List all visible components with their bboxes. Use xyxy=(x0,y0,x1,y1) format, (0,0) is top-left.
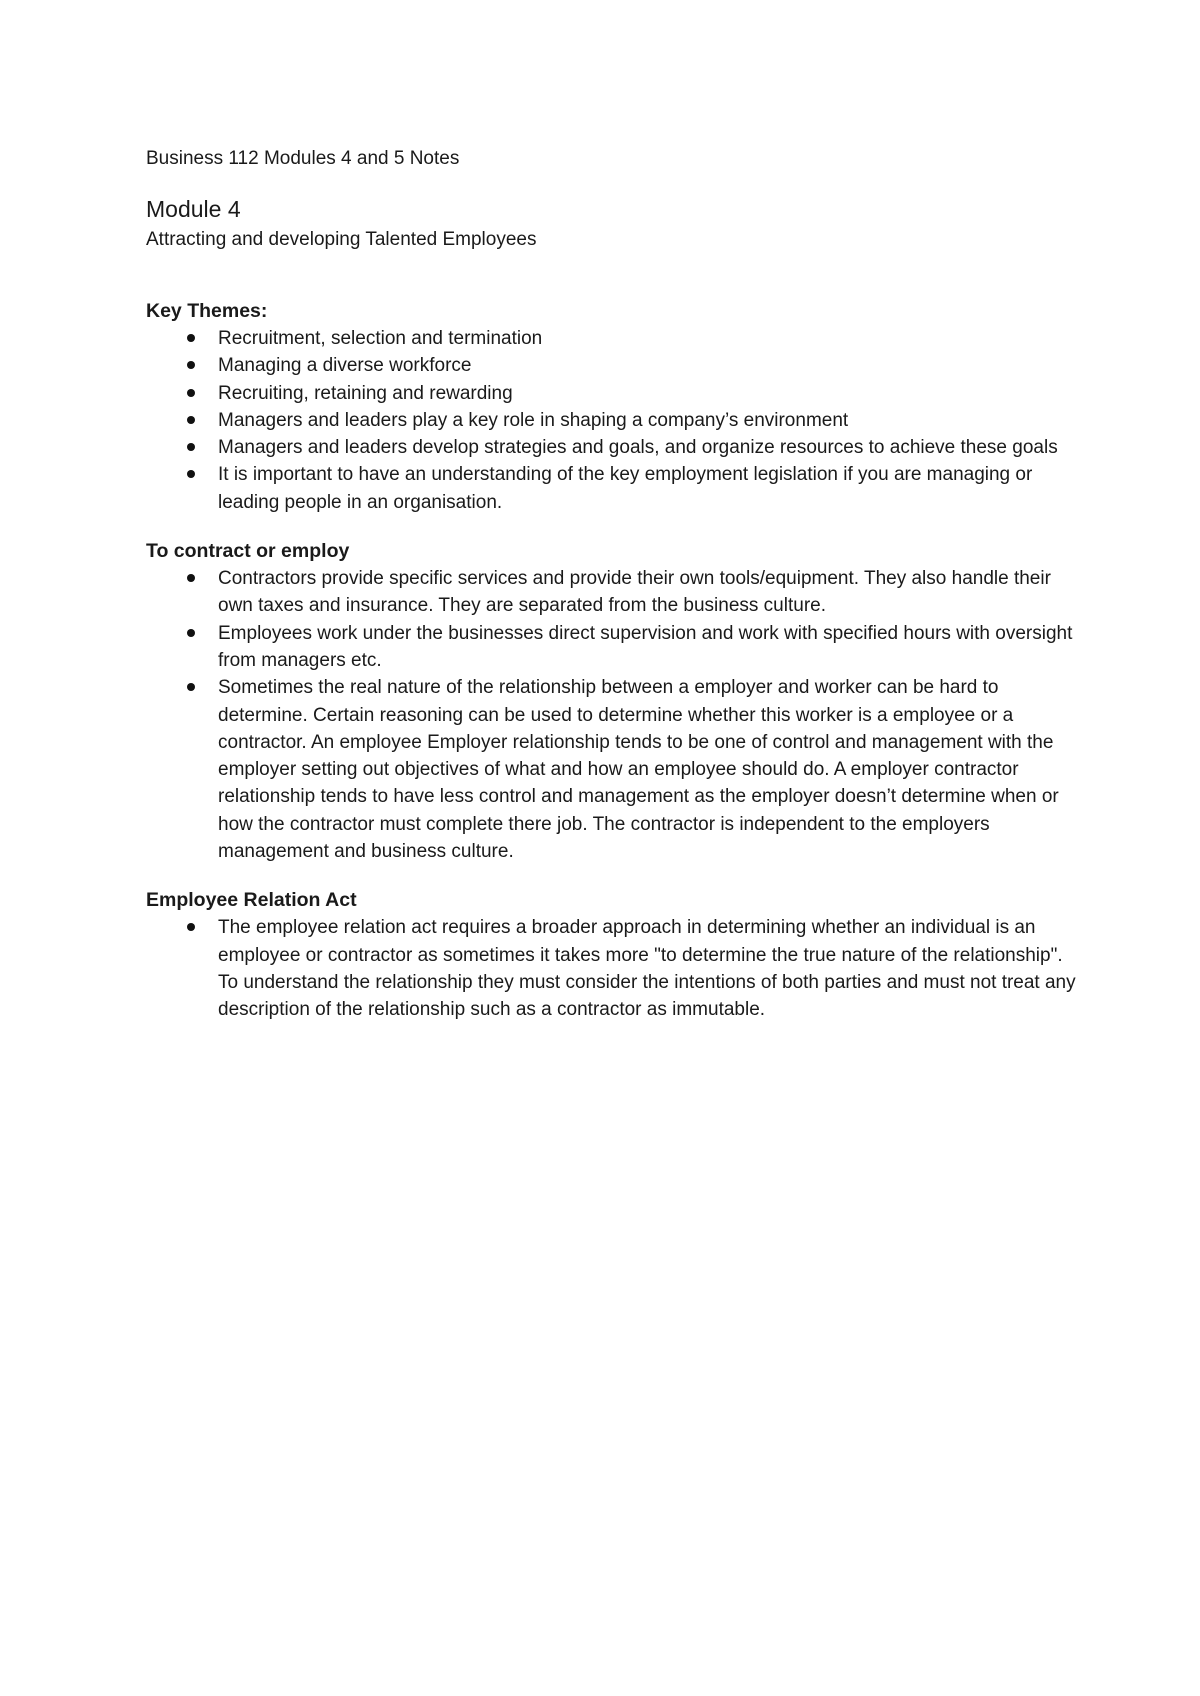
list-item xyxy=(146,565,1076,620)
section-heading: Key Themes: xyxy=(146,300,268,322)
bullet-icon xyxy=(187,923,195,931)
list-item-text: Recruitment, selection and termination xyxy=(218,328,543,349)
list-item xyxy=(146,461,1076,516)
list-item xyxy=(146,674,1076,865)
bullet-icon xyxy=(187,416,195,424)
list-item-text: Managers and leaders play a key role in shaping a company’s environment xyxy=(218,409,849,431)
list-item-text: Employees work under the businesses direct supervision and work with specified hours with oversight from managers etc. xyxy=(218,622,1073,671)
list-item xyxy=(146,620,1076,675)
list-item-text: The employee relation act requires a broader approach in determining whether an individual is an employee or contractor as sometimes it takes more "to determine the true nature of the relationship". To understand the relationship they must consider the intentions of both parties and must not treat any description of the relationship such as a contractor as immutable. xyxy=(218,917,1076,1021)
bullet-icon xyxy=(187,443,195,451)
bullet-icon xyxy=(187,361,195,369)
list-item xyxy=(146,434,1076,461)
document-page xyxy=(146,146,1076,1046)
section-key-themes xyxy=(146,298,1076,516)
list-item-text: Recruiting, retaining and rewarding xyxy=(218,382,513,404)
list-item xyxy=(146,325,1076,352)
section-employee-relation-act xyxy=(146,887,1076,1023)
section-heading: Employee Relation Act xyxy=(146,889,357,912)
list-item xyxy=(146,407,1076,434)
list-item xyxy=(146,352,1076,379)
bullet-list xyxy=(146,325,1076,516)
bullet-icon xyxy=(187,334,195,342)
bullet-icon xyxy=(187,629,195,637)
list-item xyxy=(146,380,1076,407)
list-item xyxy=(146,914,1076,1023)
list-item-text: It is important to have an understanding of the key employment legislation if you are managing or leading people in an organisation. xyxy=(218,464,1033,513)
bullet-icon xyxy=(187,574,195,582)
module-subtitle: Attracting and developing Talented Employees xyxy=(146,229,537,250)
list-item-text: Contractors provide specific services and provide their own tools/equipment. They also handle their own taxes and insurance. They are separated from the business culture. xyxy=(218,568,1051,617)
bullet-icon xyxy=(187,470,195,478)
bullet-icon xyxy=(187,683,195,691)
section-contract-or-employ xyxy=(146,538,1076,865)
list-item-text: Managers and leaders develop strategies and goals, and organize resources to achieve these goals xyxy=(218,437,1058,459)
list-item-text: Managing a diverse workforce xyxy=(218,355,472,377)
section-heading: To contract or employ xyxy=(146,540,350,563)
bullet-list xyxy=(146,565,1076,865)
bullet-list xyxy=(146,914,1076,1023)
module-heading: Module 4 xyxy=(146,196,241,222)
bullet-icon xyxy=(187,389,195,397)
document-title: Business 112 Modules 4 and 5 Notes xyxy=(146,148,460,169)
list-item-text: Sometimes the real nature of the relationship between a employer and worker can be hard to determine. Certain reasoning can be used to determine whether this worker is a employee or a contractor. An employee Employer relationship tends to be one of control and management with the employer setting out objectives of what and how an employee should do. A employer contractor relationship tends to have less control and management as the employer doesn’t determine when or how the contractor must complete there job. The contractor is independent to the employers management and business culture. xyxy=(218,677,1059,863)
